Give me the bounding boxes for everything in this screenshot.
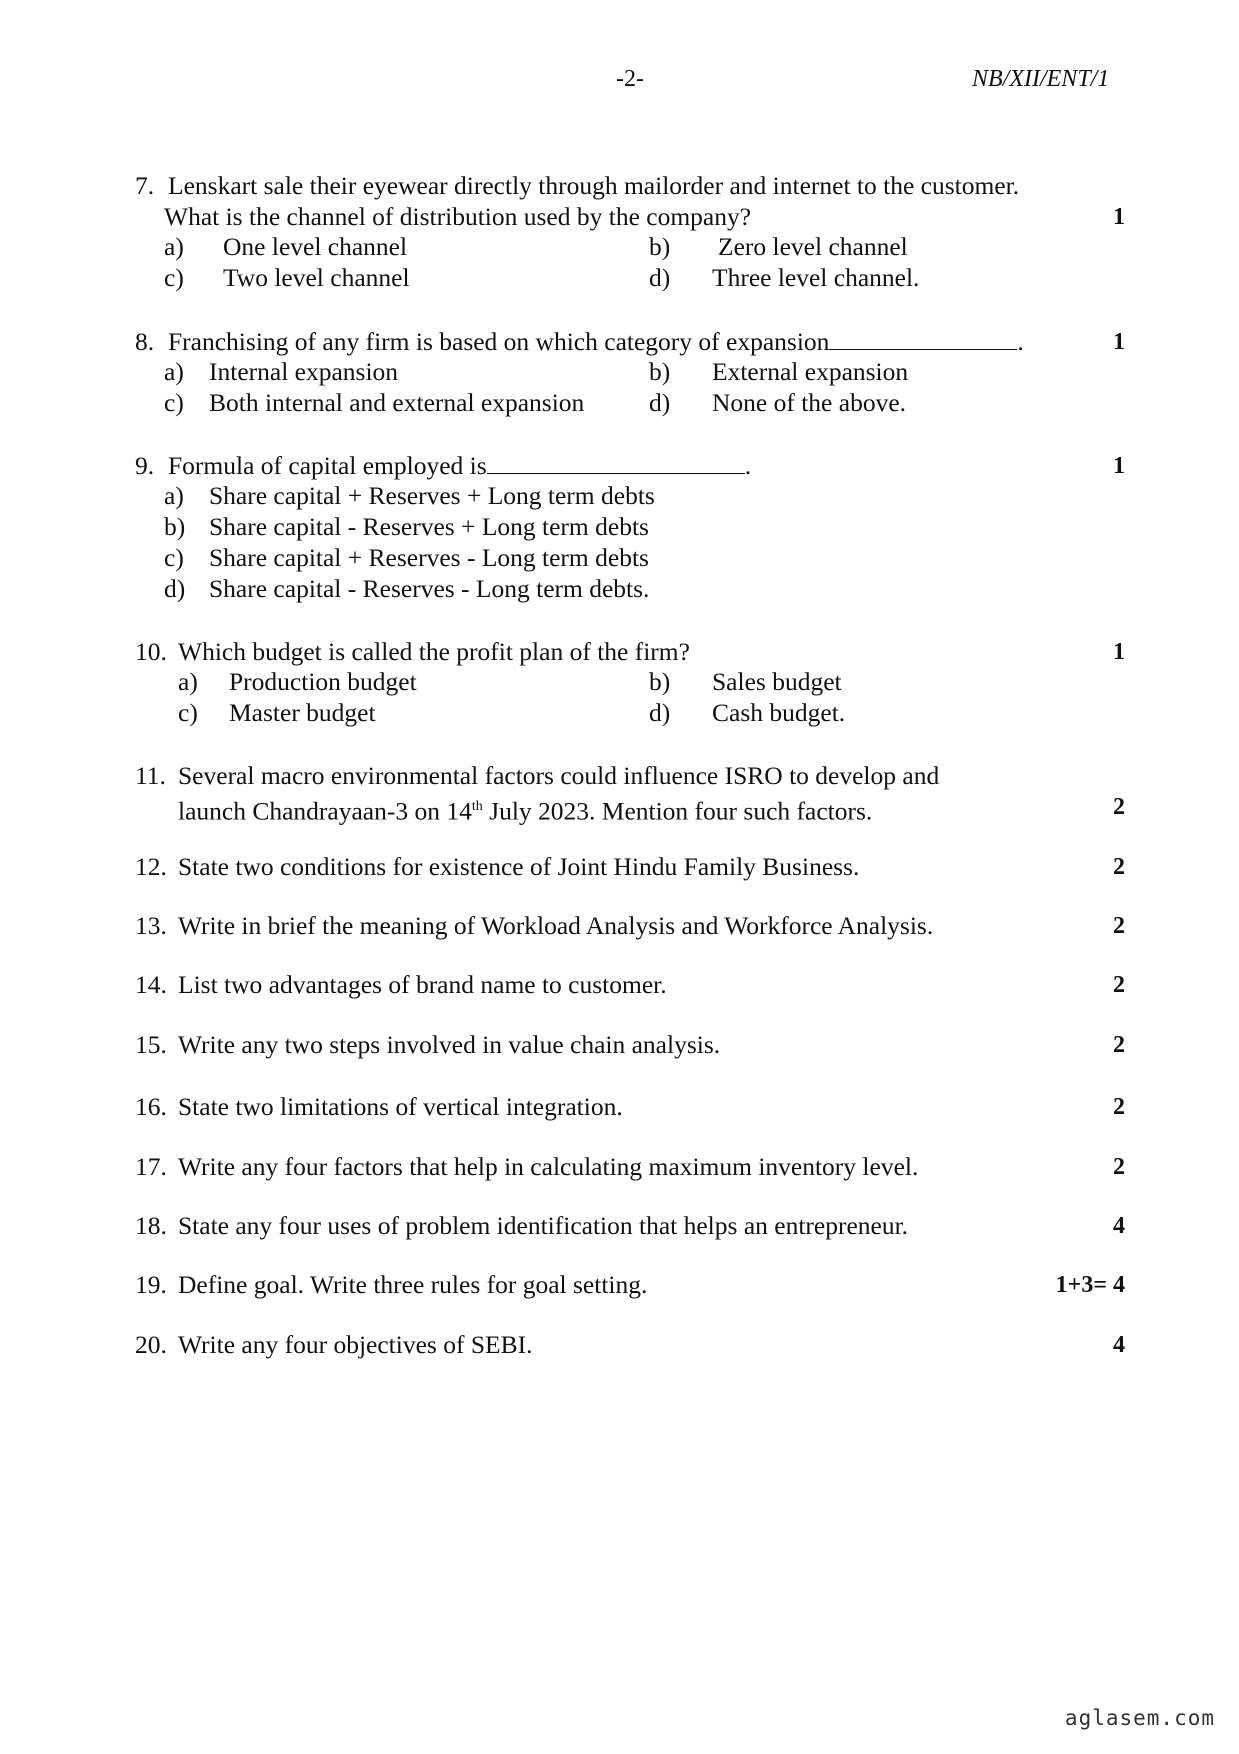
option-c: Both internal and external expansion xyxy=(209,388,585,417)
question-text-line2 xyxy=(178,791,872,827)
question-text xyxy=(168,326,1024,357)
option-b-label: b) xyxy=(164,512,186,541)
option-d: Cash budget. xyxy=(712,698,846,727)
option-d-label: d) xyxy=(649,388,671,417)
option-d: Three level channel. xyxy=(712,263,920,292)
marks: 4 xyxy=(1113,1332,1125,1358)
option-a: Share capital + Reserves + Long term debts xyxy=(209,481,655,510)
option-a: One level channel xyxy=(223,232,408,261)
option-d: Share capital - Reserves - Long term debts. xyxy=(209,574,650,603)
question-text: Which budget is called the profit plan of the firm? xyxy=(178,637,690,666)
marks: 2 xyxy=(1113,1154,1125,1180)
option-b: Share capital - Reserves + Long term debts xyxy=(209,512,649,541)
paper-code: NB/XII/ENT/1 xyxy=(972,66,1110,92)
question-number: 9. xyxy=(135,451,155,480)
question-text-line2: What is the channel of distribution used by the company? xyxy=(164,202,752,231)
question-number: 14. xyxy=(135,970,167,999)
marks: 2 xyxy=(1113,1094,1125,1120)
question-number: 19. xyxy=(135,1270,167,1299)
question-text: Define goal. Write three rules for goal setting. xyxy=(178,1270,648,1299)
question-number: 10. xyxy=(135,637,167,666)
option-a-label: a) xyxy=(164,232,184,261)
period: . xyxy=(744,451,752,480)
question-number: 18. xyxy=(135,1211,167,1240)
question-number: 12. xyxy=(135,852,167,881)
text-after-sup: July 2023. Mention four such factors. xyxy=(482,796,873,826)
marks: 1 xyxy=(1113,453,1125,479)
marks: 2 xyxy=(1113,794,1125,820)
question-number: 17. xyxy=(135,1152,167,1181)
option-a-label: a) xyxy=(164,481,184,510)
option-a: Internal expansion xyxy=(209,357,399,386)
marks: 2 xyxy=(1113,913,1125,939)
answer-blank xyxy=(487,451,745,474)
option-a-label: a) xyxy=(178,667,198,696)
option-c: Share capital + Reserves - Long term debts xyxy=(209,543,649,572)
marks: 4 xyxy=(1113,1213,1125,1239)
page-number: -2- xyxy=(616,66,644,92)
answer-blank xyxy=(829,327,1017,350)
option-c-label: c) xyxy=(164,263,184,292)
question-number: 11. xyxy=(135,761,166,790)
option-d: None of the above. xyxy=(712,388,907,417)
option-b: Sales budget xyxy=(712,667,842,696)
question-text: State any four uses of problem identification that helps an entrepreneur. xyxy=(178,1211,909,1240)
question-number: 20. xyxy=(135,1330,167,1359)
text-before-sup: launch Chandrayaan-3 on 14 xyxy=(178,796,472,826)
marks: 2 xyxy=(1113,854,1125,880)
option-c: Two level channel xyxy=(223,263,410,292)
question-text: List two advantages of brand name to customer. xyxy=(178,970,667,999)
question-text: Write in brief the meaning of Workload Analysis and Workforce Analysis. xyxy=(178,911,934,940)
marks: 2 xyxy=(1113,972,1125,998)
option-b-label: b) xyxy=(649,357,671,386)
question-stem: Formula of capital employed is xyxy=(168,451,487,480)
option-c-label: c) xyxy=(164,388,184,417)
watermark-bottom: aglasem.com xyxy=(1064,1706,1215,1730)
marks: 1 xyxy=(1113,329,1125,355)
period: . xyxy=(1017,327,1024,356)
question-text: Write any four objectives of SEBI. xyxy=(178,1330,533,1359)
question-text: Lenskart sale their eyewear directly through mailorder and internet to the customer. xyxy=(168,171,1020,200)
marks: 1 xyxy=(1113,639,1125,665)
option-c-label: c) xyxy=(178,698,198,727)
option-b: External expansion xyxy=(712,357,909,386)
question-text: Several macro environmental factors could influence ISRO to develop and xyxy=(178,761,940,790)
question-number: 15. xyxy=(135,1030,167,1059)
option-b-label: b) xyxy=(649,232,671,261)
question-text: State two limitations of vertical integration. xyxy=(178,1092,623,1121)
superscript: th xyxy=(471,799,483,814)
option-a: Production budget xyxy=(229,667,417,696)
question-number: 16. xyxy=(135,1092,167,1121)
question-number: 13. xyxy=(135,911,167,940)
question-text: Write any four factors that help in calculating maximum inventory level. xyxy=(178,1152,919,1181)
question-text: Write any two steps involved in value chain analysis. xyxy=(178,1030,721,1059)
marks: 1 xyxy=(1113,204,1125,230)
option-b-label: b) xyxy=(649,667,671,696)
question-number: 8. xyxy=(135,327,155,356)
question-text xyxy=(168,450,751,481)
marks: 2 xyxy=(1113,1032,1125,1058)
option-d-label: d) xyxy=(649,698,671,727)
marks: 1+3= 4 xyxy=(1055,1272,1125,1298)
question-number: 7. xyxy=(135,171,155,200)
question-stem: Franchising of any firm is based on which category of expansion xyxy=(168,327,830,356)
option-c-label: c) xyxy=(164,543,184,572)
option-a-label: a) xyxy=(164,357,184,386)
option-b: Zero level channel xyxy=(718,232,908,261)
option-d-label: d) xyxy=(649,263,671,292)
option-d-label: d) xyxy=(164,574,186,603)
question-text: State two conditions for existence of Joint Hindu Family Business. xyxy=(178,852,860,881)
option-c: Master budget xyxy=(229,698,376,727)
